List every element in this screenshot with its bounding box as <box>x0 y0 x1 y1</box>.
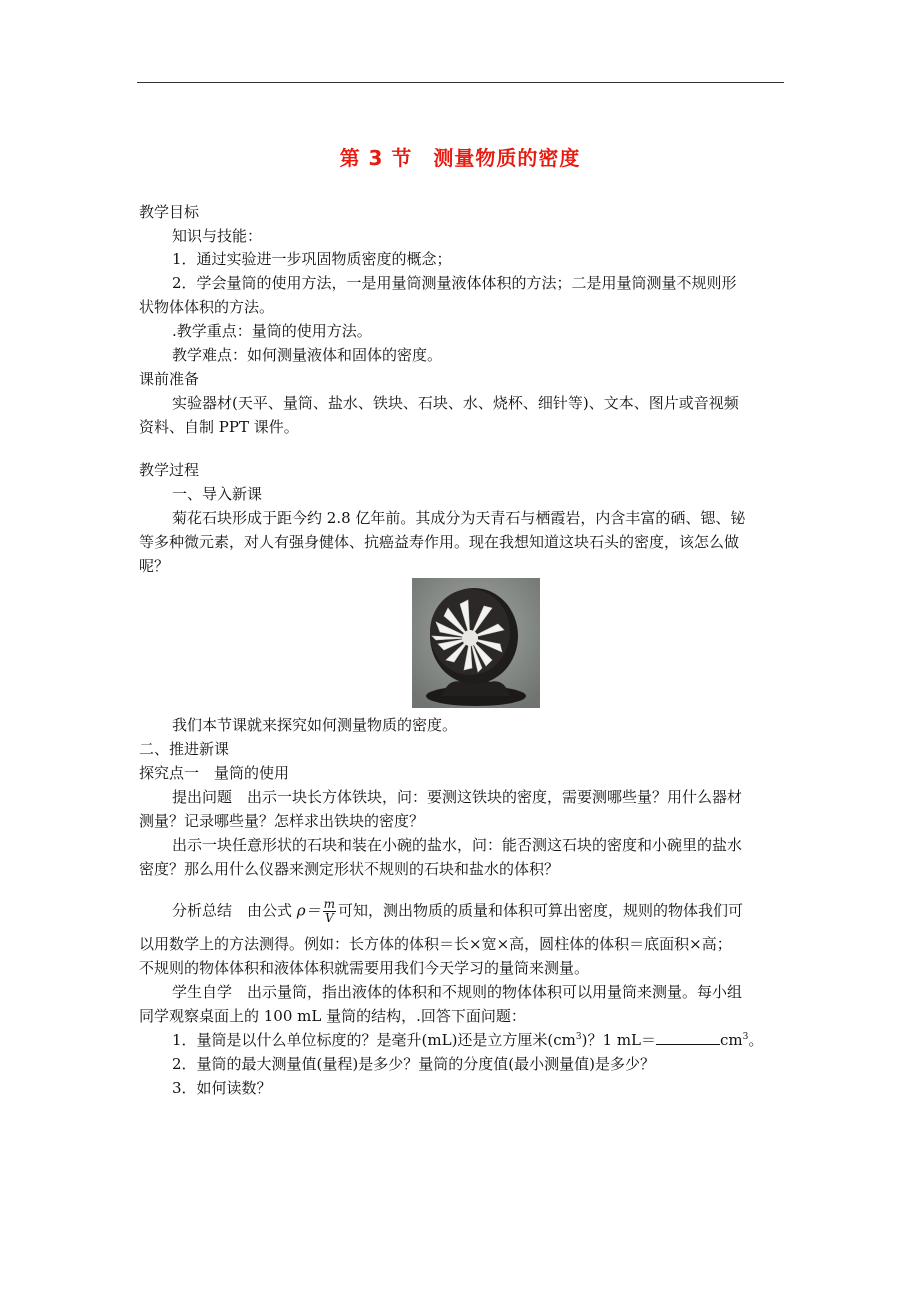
superscript: 3 <box>742 1032 749 1042</box>
unit-label: cm <box>720 1031 743 1049</box>
paragraph-line: 1．通过实验进一步巩固物质密度的概念； <box>172 250 452 268</box>
superscript: 3 <box>575 1032 582 1042</box>
paragraph-line: 知识与技能： <box>172 227 263 245</box>
paragraph-line: 以用数学上的方法测得。例如：长方体的体积＝长×宽×高，圆柱体的体积＝底面积×高； <box>139 935 732 953</box>
fraction-denominator: V <box>324 911 334 925</box>
paragraph-line: 密度？那么用什么仪器来测定形状不规则的石块和盐水的体积？ <box>139 860 560 878</box>
section-heading: 课前准备 <box>139 370 200 388</box>
section-heading: 探究点一 量筒的使用 <box>139 764 290 782</box>
formula-line <box>172 898 743 925</box>
section-heading: 教学目标 <box>139 203 200 221</box>
paragraph-line: 2．学会量筒的使用方法，一是用量筒测量液体体积的方法；二是用量筒测量不规则形 <box>172 274 737 292</box>
chrysanthemum-stone-photo <box>412 578 540 708</box>
paragraph-line: 一、导入新课 <box>172 485 263 503</box>
density-symbol: ρ＝ <box>296 901 321 920</box>
formula-prefix: 分析总结 由公式 <box>172 901 297 920</box>
paragraph-line: 学生自学 出示量筒，指出液体的体积和不规则的物体体积可以用量筒来测量。每小组 <box>172 983 743 1001</box>
paragraph-line: 不规则的物体体积和液体体积就需要用我们今天学习的量筒来测量。 <box>139 959 590 977</box>
paragraph-line: 我们本节课就来探究如何测量物质的密度。 <box>172 716 458 734</box>
paragraph-line: 教学难点：如何测量液体和固体的密度。 <box>172 346 443 364</box>
question-1-text: 1．量筒是以什么单位标度的？是毫升(mL)还是立方厘米(cm <box>172 1031 576 1049</box>
question-1 <box>172 1030 763 1050</box>
paragraph-line: 测量？记录哪些量？怎样求出铁块的密度？ <box>139 812 425 830</box>
formula-suffix: 可知，测出物质的质量和体积可算出密度，规则的物体我们可 <box>338 901 744 920</box>
paragraph-line: 同学观察桌面上的 100 mL 量筒的结构，.回答下面问题： <box>139 1007 526 1025</box>
paragraph-line: 菊花石块形成于距今约 2.8 亿年前。其成分为天青石与栖霞岩，内含丰富的硒、锶、铋 <box>172 509 746 527</box>
paragraph-line: 出示一块任意形状的石块和装在小碗的盐水，问：能否测这石块的密度和小碗里的盐水 <box>172 836 743 854</box>
header-rule <box>137 82 784 83</box>
question-2: 2．量筒的最大测量值(量程)是多少？量筒的分度值(最小测量值)是多少？ <box>172 1055 655 1073</box>
question-3: 3．如何读数？ <box>172 1079 272 1097</box>
paragraph-line: 实验器材(天平、量筒、盐水、铁块、石块、水、烧杯、细针等)、文本、图片或音视频 <box>172 394 739 412</box>
section-heading: 教学过程 <box>139 461 200 479</box>
paragraph-line: 资料、自制 PPT 课件。 <box>139 418 299 436</box>
section-heading: 二、推进新课 <box>139 740 230 758</box>
paragraph-line: 提出问题 出示一块长方体铁块，问：要测这铁块的密度，需要测哪些量？用什么器材 <box>172 788 743 806</box>
density-fraction <box>323 898 336 925</box>
answer-blank[interactable] <box>656 1032 720 1045</box>
question-1-mid: )？1 mL＝ <box>581 1031 657 1049</box>
paragraph-line: 呢？ <box>139 557 170 575</box>
question-1-end: 。 <box>748 1031 764 1049</box>
fraction-numerator: m <box>323 897 335 911</box>
paragraph-line: 状物体体积的方法。 <box>139 298 275 316</box>
paragraph-line: 等多种微元素，对人有强身健体、抗癌益寿作用。现在我想知道这块石头的密度，该怎么做 <box>139 533 740 551</box>
page-title: 第 3 节 测量物质的密度 <box>339 146 581 170</box>
paragraph-line: .教学重点：量筒的使用方法。 <box>172 322 372 340</box>
